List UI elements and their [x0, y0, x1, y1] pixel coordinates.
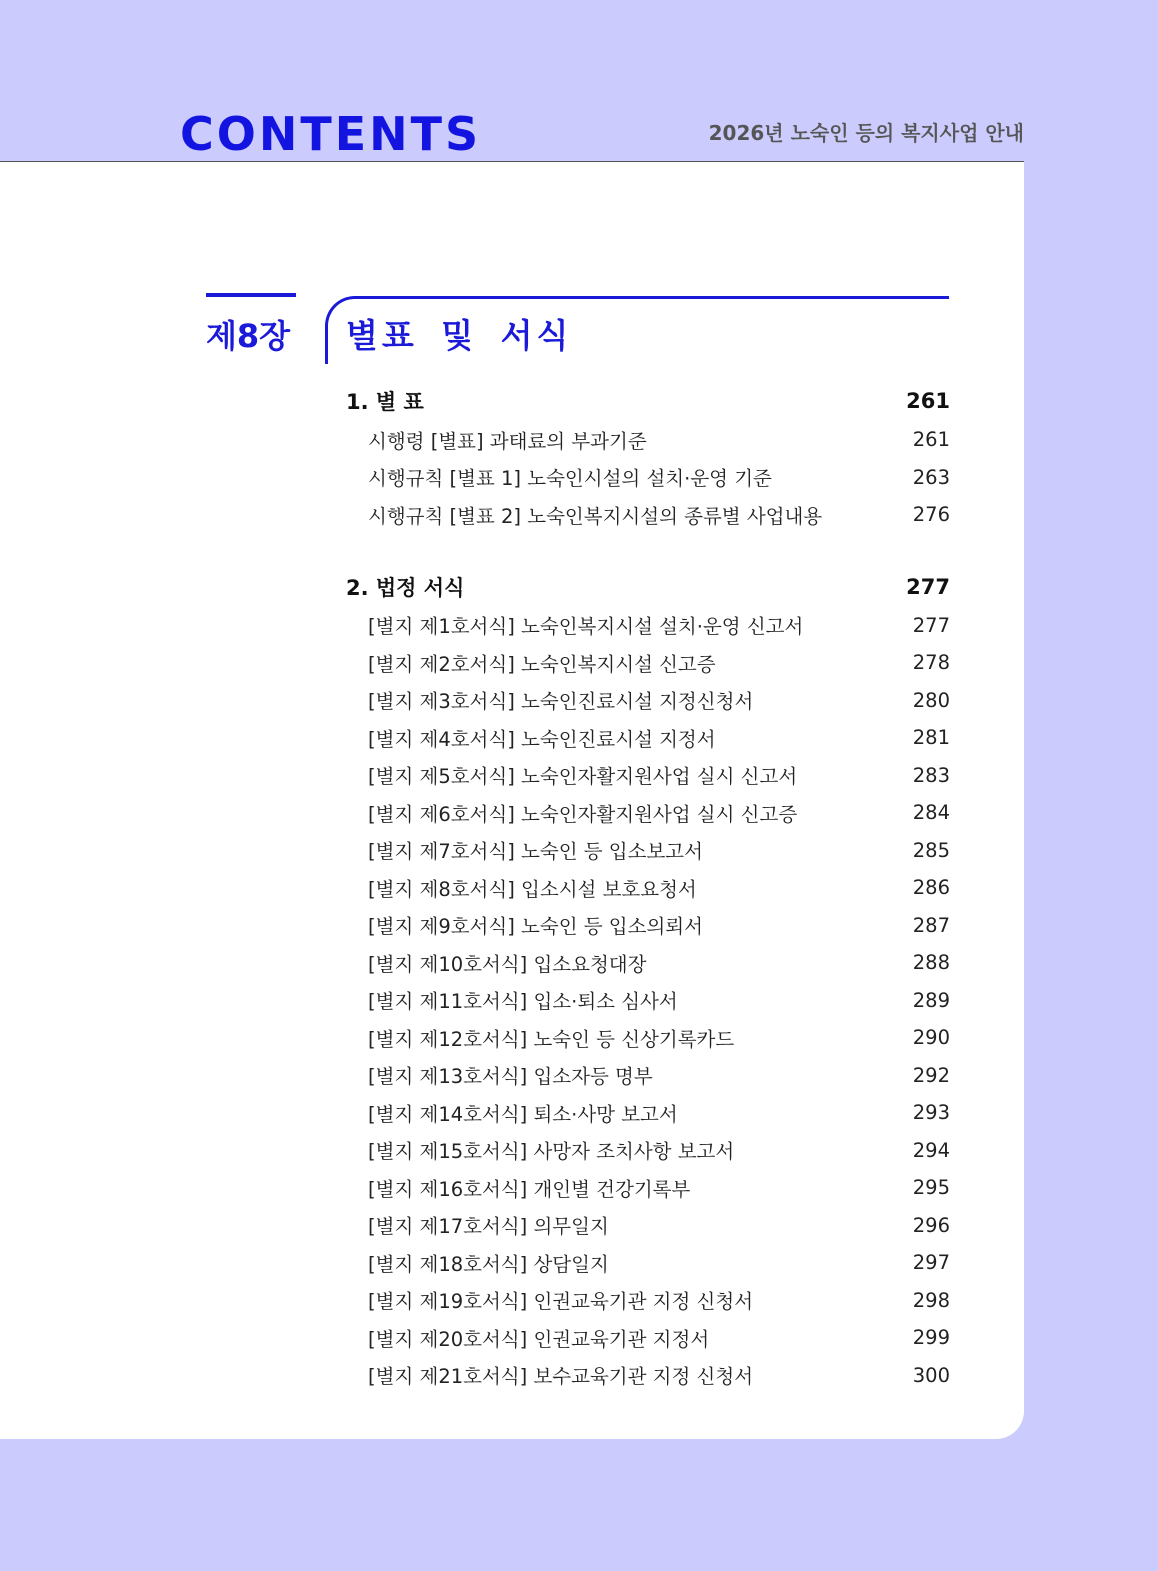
chapter-number: 제8장 [206, 317, 291, 355]
toc-entry[interactable] [346, 907, 950, 945]
entry-title: [별지 제9호서식] 노숙인 등 입소의뢰서 [368, 915, 703, 939]
entry-page: 288 [912, 951, 950, 975]
entry-title: [별지 제8호서식] 입소시설 보호요청서 [368, 877, 697, 901]
toc-section-heading[interactable] [346, 567, 950, 607]
toc-entry[interactable] [346, 757, 950, 795]
toc-entry[interactable] [346, 1319, 950, 1357]
toc-section-heading[interactable] [346, 381, 950, 421]
entry-title: 시행령 [별표] 과태료의 부과기준 [368, 429, 647, 453]
entry-page: 290 [912, 1026, 950, 1050]
entry-title: [별지 제11호서식] 입소·퇴소 심사서 [368, 990, 678, 1014]
entry-page: 298 [912, 1288, 950, 1312]
entry-page: 295 [912, 1176, 950, 1200]
contents-panel [0, 161, 1024, 1439]
entry-title: [별지 제4호서식] 노숙인진료시설 지정서 [368, 727, 716, 751]
entry-page: 280 [912, 688, 950, 712]
entry-page: 283 [912, 763, 950, 787]
toc-entry[interactable] [346, 1244, 950, 1282]
section-title: 1. 별 표 [346, 390, 424, 414]
toc-entry[interactable] [346, 496, 950, 534]
entry-page: 296 [912, 1213, 950, 1237]
entry-title: [별지 제16호서식] 개인별 건강기록부 [368, 1177, 691, 1201]
toc-entry[interactable] [346, 832, 950, 870]
toc-entry[interactable] [346, 1282, 950, 1320]
entry-title: [별지 제7호서식] 노숙인 등 입소보고서 [368, 840, 703, 864]
toc-entry[interactable] [346, 869, 950, 907]
toc-entry[interactable] [346, 459, 950, 497]
chapter-title: 별표 및 서식 [346, 316, 573, 355]
entry-page: 287 [912, 913, 950, 937]
section-page: 277 [906, 574, 950, 599]
entry-title: [별지 제12호서식] 노숙인 등 신상기록카드 [368, 1027, 735, 1051]
entry-title: 시행규칙 [별표 1] 노숙인시설의 설치·운영 기준 [368, 467, 772, 491]
toc-entry[interactable] [346, 1057, 950, 1095]
entry-title: [별지 제6호서식] 노숙인자활지원사업 실시 신고증 [368, 802, 798, 826]
entry-page: 281 [912, 726, 950, 750]
entry-page: 285 [912, 838, 950, 862]
entry-page: 294 [912, 1138, 950, 1162]
entry-page: 277 [912, 613, 950, 637]
section-title: 2. 법정 서식 [346, 575, 465, 600]
entry-page: 286 [912, 876, 950, 900]
entry-page: 276 [912, 503, 950, 527]
toc-entry[interactable] [346, 1207, 950, 1245]
entry-page: 299 [912, 1326, 950, 1350]
entry-page: 292 [912, 1063, 950, 1087]
entry-title: [별지 제13호서식] 입소자등 명부 [368, 1065, 653, 1089]
toc-entry[interactable] [346, 644, 950, 682]
toc-entry[interactable] [346, 719, 950, 757]
toc-entry[interactable] [346, 982, 950, 1020]
entry-page: 261 [912, 428, 950, 452]
document-title: 2026년 노숙인 등의 복지사업 안내 [708, 121, 1024, 145]
toc-entry[interactable] [346, 1094, 950, 1132]
toc-entry[interactable] [346, 1132, 950, 1170]
entry-page: 293 [912, 1101, 950, 1125]
entry-title: [별지 제15호서식] 사망자 조치사항 보고서 [368, 1140, 735, 1164]
toc-entry[interactable] [346, 944, 950, 982]
section-spacer [346, 534, 950, 567]
entry-page: 297 [912, 1251, 950, 1275]
entry-page: 284 [912, 801, 950, 825]
entry-page: 300 [912, 1363, 950, 1387]
entry-title: [별지 제2호서식] 노숙인복지시설 신고증 [368, 652, 716, 676]
entry-title: 시행규칙 [별표 2] 노숙인복지시설의 종류별 사업내용 [368, 504, 823, 528]
toc-entry[interactable] [346, 607, 950, 645]
entry-title: [별지 제14호서식] 퇴소·사망 보고서 [368, 1102, 678, 1126]
toc-entry[interactable] [346, 1019, 950, 1057]
entry-title: [별지 제5호서식] 노숙인자활지원사업 실시 신고서 [368, 765, 798, 789]
entry-title: [별지 제21호서식] 보수교육기관 지정 신청서 [368, 1365, 754, 1389]
entry-page: 278 [912, 651, 950, 675]
contents-heading: CONTENTS [180, 107, 482, 161]
entry-title: [별지 제17호서식] 의무일지 [368, 1215, 609, 1239]
toc-entry[interactable] [346, 1357, 950, 1395]
entry-title: [별지 제10호서식] 입소요청대장 [368, 952, 647, 976]
table-of-contents [346, 381, 950, 1394]
entry-page: 289 [912, 988, 950, 1012]
toc-entry[interactable] [346, 1169, 950, 1207]
toc-entry[interactable] [346, 421, 950, 459]
toc-entry[interactable] [346, 682, 950, 720]
entry-title: [별지 제1호서식] 노숙인복지시설 설치·운영 신고서 [368, 615, 804, 639]
entry-page: 263 [912, 465, 950, 489]
entry-title: [별지 제18호서식] 상담일지 [368, 1252, 609, 1276]
toc-entry[interactable] [346, 794, 950, 832]
entry-title: [별지 제19호서식] 인권교육기관 지정 신청서 [368, 1290, 754, 1314]
section-page: 261 [906, 389, 950, 413]
entry-title: [별지 제3호서식] 노숙인진료시설 지정신청서 [368, 690, 754, 714]
entry-title: [별지 제20호서식] 인권교육기관 지정서 [368, 1327, 710, 1351]
chapter-underline [206, 293, 296, 297]
